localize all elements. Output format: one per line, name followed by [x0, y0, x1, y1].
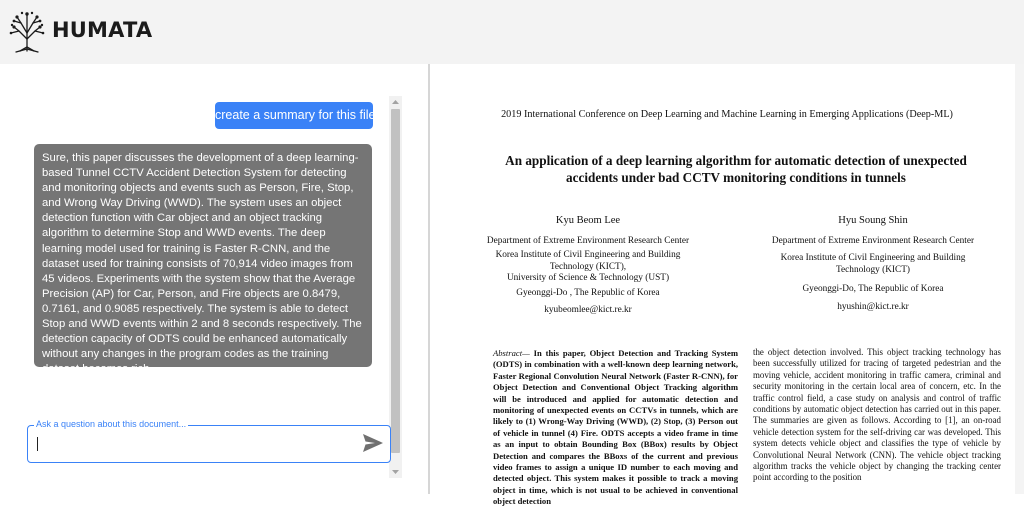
author-location: Gyeonggi-Do, The Republic of Korea — [802, 284, 944, 295]
chat-scroll-thumb[interactable] — [391, 109, 400, 453]
author-block — [745, 214, 1001, 313]
abstract-heading: Abstract— — [493, 348, 530, 358]
text-caret — [37, 437, 38, 451]
question-input[interactable] — [36, 435, 346, 453]
app-name: HUMATA — [52, 18, 153, 42]
author-name: Kyu Beom Lee — [555, 215, 621, 226]
paper-title-line: accidents under bad CCTV monitoring conditions in tunnels — [566, 170, 906, 185]
author-institute: University of Science & Technology (UST) — [506, 273, 670, 284]
scroll-up-arrow-icon[interactable] — [389, 96, 402, 108]
author-department: Department of Extreme Environment Research Center — [771, 236, 975, 246]
paper-title — [480, 152, 992, 186]
user-message-bubble: create a summary for this file — [215, 102, 373, 129]
paper-body-column: the object detection involved. This object tracking technology has been successfully utilized for tracing of targeted pedestrian and the moving vehicle, accident monitoring in traffic camera, criminal and security monitoring in the certain local area of concern, etc. In the traffic control field, a case study on analysis and control of traffic conditions by automatic object detection has carried out in this paper. The summaries are given as follows. According to [1], an on-road vehicle detection system for the self-driving car was developed. This system detects vehicle object and classifies the type of vehicle by Convolutional Neural Network (CNN). The vehicle object tracking algorithm tracks the vehicle object by changing the tracking center point according to the position — [753, 347, 1001, 483]
scroll-down-arrow-icon[interactable] — [389, 466, 402, 478]
author-location: Gyeonggi-Do , The Republic of Korea — [516, 287, 660, 298]
author-email: kyubeomlee@kict.re.kr — [544, 305, 632, 316]
app-header — [0, 0, 1024, 64]
abstract-text: In this paper, Object Detection and Tracking System (ODTS) in combination with a well-known deep learning network, Faster Regional Convolution Neural Network (Faster R-CNN), for Object Detection and Conventional Object Tracking algorithm will be introduced and applied for automatic detection and monitoring of unexpected events on CCTVs in tunnels, which are likely to (1) Wrong-Way Driving (WWD), (2) Stop, (3) Person out of vehicle in tunnel (4) Fire. ODTS accepts a video frame in time as an input to obtain Bounding Box (BBox) results by Object Detection and compares the BBoxs of the current and previous video frames to assign a unique ID number to each moving and detected object. This system makes it possible to track a moving object in time, which is not usual to be achieved in conventional object detection — [493, 348, 738, 507]
author-institute: Technology (KICT), — [549, 261, 627, 272]
tree-logo-icon[interactable] — [8, 9, 46, 53]
author-department: Department of Extreme Environment Research Center — [486, 236, 690, 246]
chat-scrollbar[interactable] — [389, 96, 402, 478]
author-institute: Korea Institute of Civil Engineering and Building — [780, 253, 966, 264]
author-name: Hyu Soung Shin — [838, 215, 908, 226]
pdf-scrollbar[interactable] — [1015, 64, 1024, 494]
paper-title-line: An application of a deep learning algorithm for automatic detection of unexpected — [505, 153, 967, 168]
question-input-label: Ask a question about this document... — [36, 419, 187, 429]
author-block — [460, 214, 716, 316]
ai-response-bubble: Sure, this paper discusses the development of a deep learning-based Tunnel CCTV Accident Detection System for detecting and monitoring objects and events such as Person, Fire, Stop, and Wrong Way Driving (WWD). The system uses an object detection function with Car object and an object tracking algorithm to determine Stop and WWD events. The deep learning model used for training is Faster R-CNN, and the dataset used for training consists of 70,914 video images from 45 videos. Experiments with the system show that the Average Precision (AP) for Car, Person, and Fire objects are 0.8479, 0.7161, and 0.9085 respectively. The system is able to detect Stop and WWD events within 2 and 8 seconds respectively. The detection capacity of ODTS could be enhanced automatically without any changes in the program codes as the training dataset becomes rich. — [34, 144, 372, 367]
paper-conference: 2019 International Conference on Deep Learning and Machine Learning in Emerging Applications (Deep-ML) — [501, 109, 953, 120]
paper-abstract — [493, 348, 738, 508]
send-icon[interactable] — [362, 433, 384, 453]
author-email: hyushin@kict.re.kr — [837, 301, 909, 312]
author-institute: Technology (KICT) — [836, 264, 910, 275]
author-institute: Korea Institute of Civil Engineering and Building — [495, 250, 681, 261]
